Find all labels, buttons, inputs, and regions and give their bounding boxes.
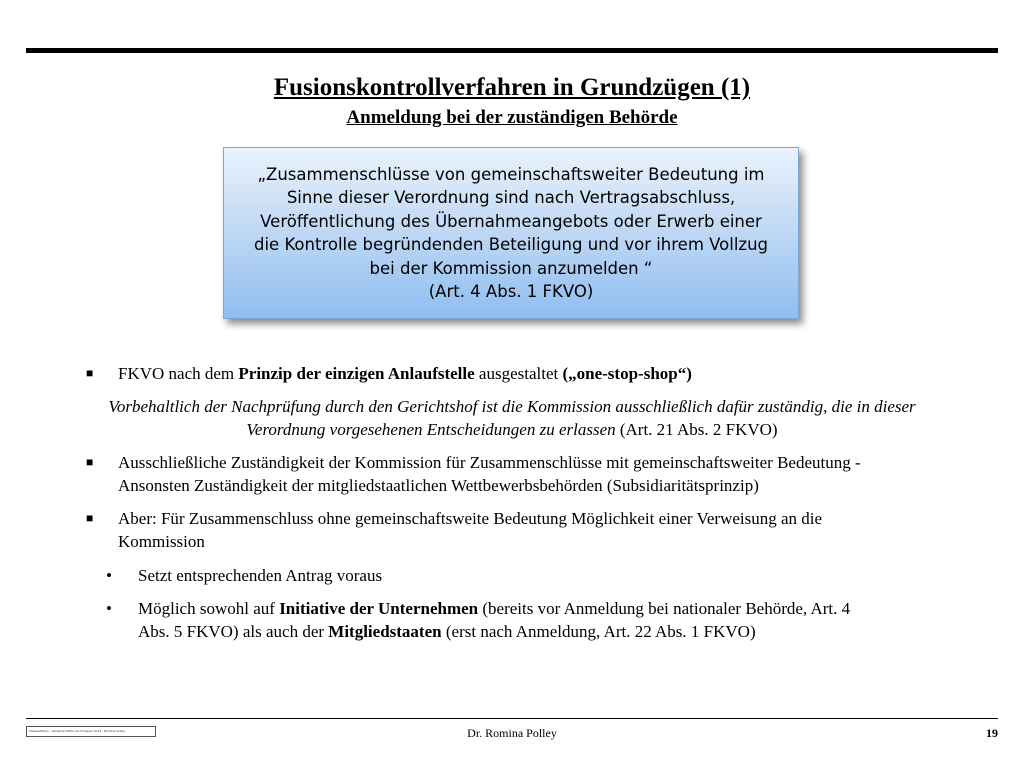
sub-bullet-line bbox=[138, 597, 998, 620]
bullet-bold-text: Prinzip der einzigen Anlaufstelle bbox=[238, 364, 475, 383]
dot-bullet-icon: • bbox=[106, 566, 112, 585]
italic-text: Verordnung vorgesehenen Entscheidungen zu erlassen bbox=[246, 420, 616, 439]
quote-line: Veröffentlichung des Übernahmeangebots oder Erwerb einer bbox=[260, 211, 762, 231]
italic-line: Vorbehaltlich der Nachprüfung durch den Gerichtshof ist die Kommission ausschließlich dafür zuständig, die in dieser bbox=[108, 397, 916, 416]
dot-bullet-icon: • bbox=[106, 599, 112, 618]
footer-box: Ostwestfalen · Kartellrechtsforum Schweiz 2014 · Romina Polley bbox=[26, 726, 156, 737]
bullet-text: FKVO nach dem bbox=[118, 364, 239, 383]
bullet-line: Ausschließliche Zuständigkeit der Kommission für Zusammenschlüsse mit gemeinschaftsweiter Bedeutung - bbox=[118, 453, 861, 472]
bullet-bold-text: („one-stop-shop“) bbox=[562, 364, 692, 383]
bullet-text: Abs. 5 FKVO) als auch der bbox=[138, 622, 329, 641]
bullet-line: Ansonsten Zuständigkeit der mitgliedstaatlichen Wettbewerbsbehörden (Subsidiaritätsprinzip) bbox=[118, 476, 759, 495]
page-number: 19 bbox=[986, 726, 998, 740]
bullet-text: (erst nach Anmeldung, Art. 22 Abs. 1 FKVO) bbox=[441, 622, 756, 641]
footer-author: Dr. Romina Polley bbox=[467, 726, 557, 740]
bullet-bold-text: Mitgliedstaaten bbox=[328, 622, 442, 641]
quote-line: „Zusammenschlüsse von gemeinschaftsweiter Bedeutung im bbox=[257, 164, 765, 184]
bullet-line: Aber: Für Zusammenschluss ohne gemeinschaftsweite Bedeutung Möglichkeit einer Verweisung an die bbox=[118, 509, 823, 528]
sub-bullet-item bbox=[138, 597, 998, 643]
bullet-text: Möglich sowohl auf bbox=[138, 599, 280, 618]
bullet-line: Kommission bbox=[118, 532, 205, 551]
italic-line bbox=[20, 418, 1004, 441]
bullet-item bbox=[118, 507, 998, 553]
square-bullet-icon: ■ bbox=[86, 511, 94, 525]
bullet-bold-text: Initiative der Unternehmen bbox=[279, 599, 479, 618]
quote-line: die Kontrolle begründenden Beteiligung und vor ihrem Vollzug bbox=[253, 235, 769, 254]
citation-text: (Art. 21 Abs. 2 FKVO) bbox=[615, 420, 778, 439]
sub-bullet-item: Setzt entsprechenden Antrag voraus bbox=[138, 566, 383, 585]
square-bullet-icon: ■ bbox=[86, 366, 94, 380]
bottom-rule bbox=[26, 718, 998, 719]
sub-bullet-line bbox=[138, 620, 998, 643]
slide-title: Fusionskontrollverfahren in Grundzügen (1) bbox=[273, 74, 751, 101]
quote-line: bei der Kommission anzumelden “ bbox=[369, 258, 653, 278]
bullet-text: ausgestaltet bbox=[474, 364, 563, 383]
italic-paragraph bbox=[20, 395, 1004, 441]
square-bullet-icon: ■ bbox=[86, 455, 94, 469]
quote-line: Sinne dieser Verordnung sind nach Vertragsabschluss, bbox=[286, 188, 736, 207]
quote-box bbox=[223, 147, 799, 319]
bullet-item bbox=[118, 362, 998, 385]
bullet-text: (bereits vor Anmeldung bei nationaler Behörde, Art. 4 bbox=[478, 599, 851, 618]
bullet-item bbox=[118, 451, 998, 497]
top-rule bbox=[26, 48, 998, 53]
slide-subtitle: Anmeldung bei der zuständigen Behörde bbox=[346, 107, 678, 128]
quote-line: (Art. 4 Abs. 1 FKVO) bbox=[428, 282, 594, 301]
